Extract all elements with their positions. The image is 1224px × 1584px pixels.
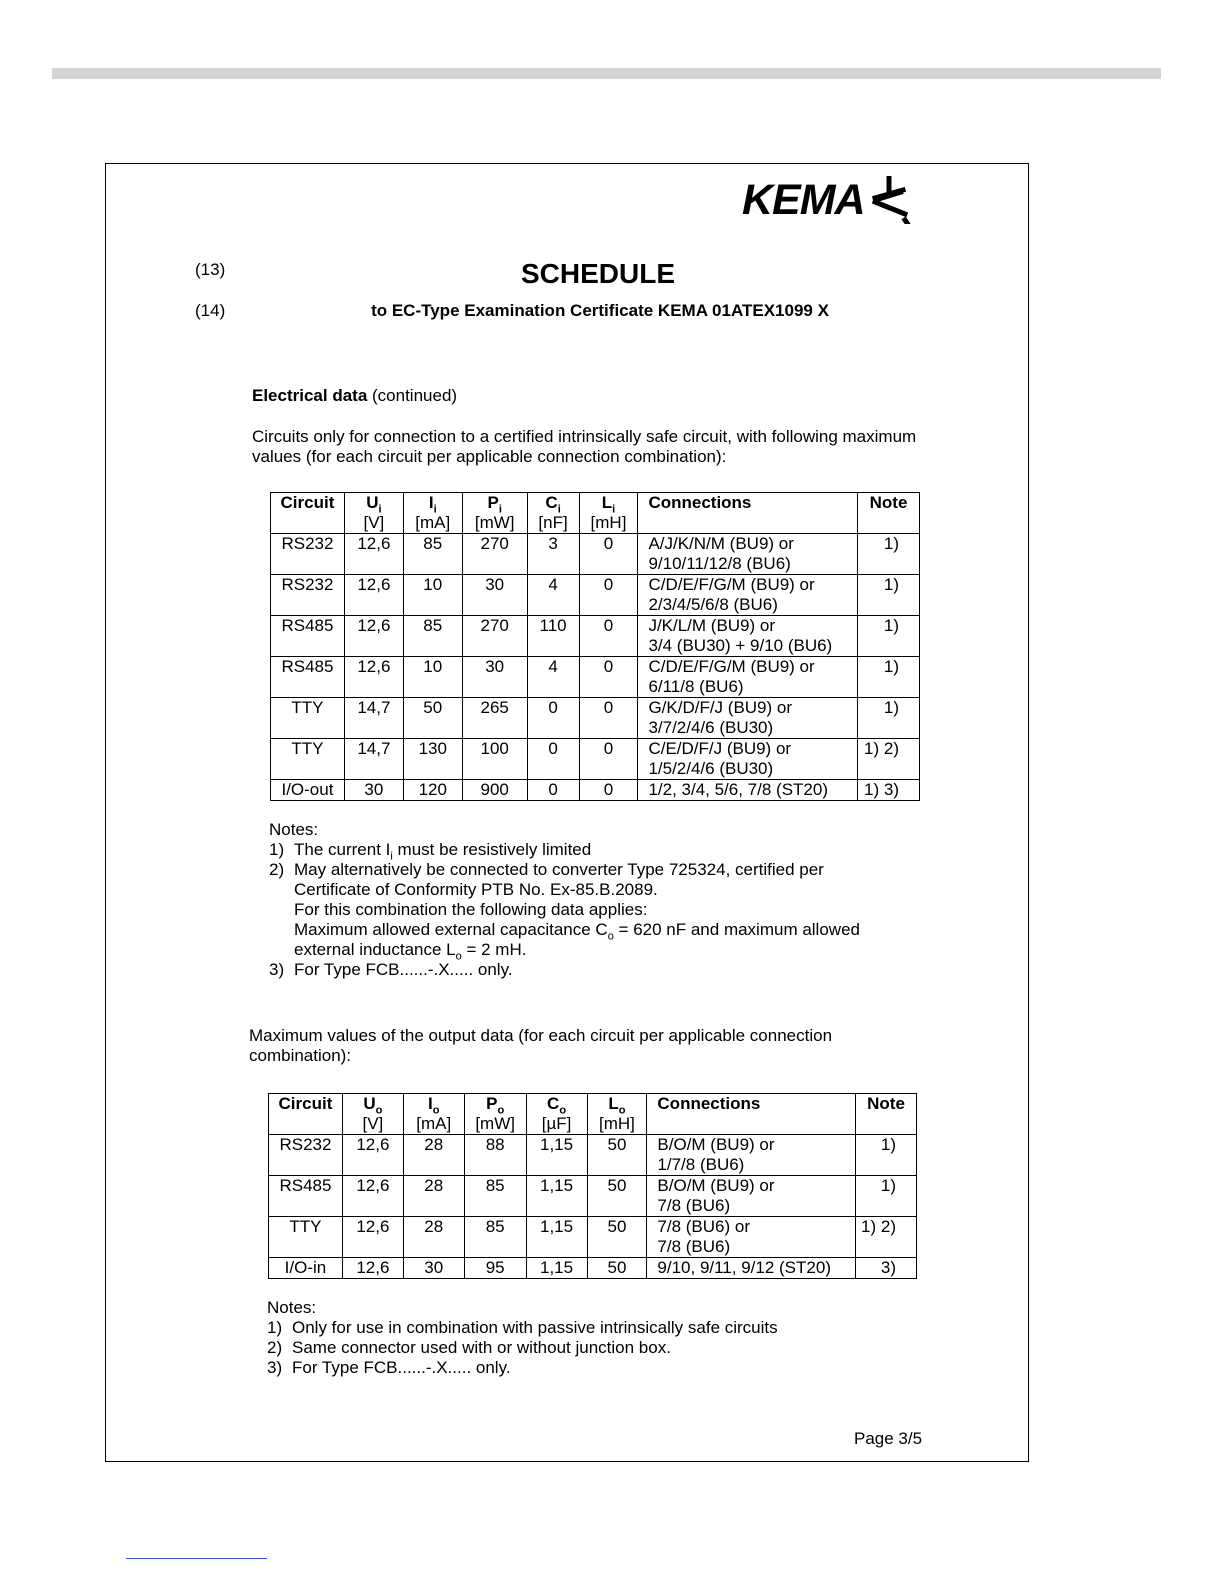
cell-c: 1,15 — [526, 1135, 587, 1176]
column-header: Circuit — [269, 1094, 343, 1135]
cell-connections: A/J/K/N/M (BU9) or 9/10/11/12/8 (BU6) — [638, 534, 858, 575]
cell-note: 1) 2) — [858, 739, 920, 780]
cell-u: 12,6 — [344, 657, 403, 698]
note-continuation: Maximum allowed external capacitance $C_o = 620$ nF and maximum allowed — [294, 920, 860, 943]
ref-14: (14) — [195, 301, 226, 320]
input-notes — [269, 820, 860, 980]
page-number: Page 3/5 — [854, 1429, 923, 1448]
note-item: 3) For Type FCB......-.X..... only. — [269, 960, 513, 979]
cell-u: 30 — [344, 780, 403, 801]
column-header: $I_i$ [mA] — [403, 493, 462, 534]
schedule-title: SCHEDULE — [520, 258, 675, 289]
cell-c: 110 — [527, 616, 579, 657]
section-heading-rest: (continued) — [367, 386, 458, 405]
table-row — [271, 698, 920, 739]
cell-c: 4 — [527, 657, 579, 698]
cell-p: 900 — [462, 780, 527, 801]
table-row — [269, 1217, 917, 1258]
cell-connections: C/D/E/F/G/M (BU9) or 6/11/8 (BU6) — [638, 657, 858, 698]
section-heading-bold: Electrical data — [252, 386, 368, 405]
cell-c: 1,15 — [526, 1258, 587, 1279]
cell-i: 28 — [403, 1135, 464, 1176]
cell-c: 1,15 — [526, 1217, 587, 1258]
cell-i: 85 — [403, 534, 462, 575]
cell-note: 1) — [858, 698, 920, 739]
cell-connections: B/O/M (BU9) or 7/8 (BU6) — [647, 1176, 856, 1217]
cell-note: 1) — [858, 575, 920, 616]
note-item: 1) Only for use in combination with passive intrinsically safe circuits — [267, 1318, 778, 1337]
cell-circuit: I/O-in — [269, 1258, 343, 1279]
cell-note: 3) — [856, 1258, 917, 1279]
footer-rule — [126, 1558, 267, 1559]
cell-p: 265 — [462, 698, 527, 739]
cell-i: 28 — [403, 1176, 464, 1217]
cell-i: 50 — [403, 698, 462, 739]
column-header: $C_o$ [µF] — [526, 1094, 587, 1135]
note-continuation: external inductance $L_o = 2$ mH. — [294, 940, 527, 963]
cell-note: 1) — [858, 616, 920, 657]
cell-l: 0 — [579, 657, 638, 698]
top-gray-bar — [52, 68, 1161, 79]
cell-circuit: I/O-out — [271, 780, 345, 801]
cell-u: 12,6 — [342, 1258, 403, 1279]
cell-connections: C/E/D/F/J (BU9) or 1/5/2/4/6 (BU30) — [638, 739, 858, 780]
cell-i: 28 — [403, 1217, 464, 1258]
column-header: $P_o$ [mW] — [464, 1094, 526, 1135]
cell-circuit: TTY — [271, 698, 345, 739]
section-heading — [252, 386, 457, 406]
cell-u: 12,6 — [342, 1217, 403, 1258]
intro-paragraph — [252, 427, 916, 467]
output-data-table — [268, 1093, 917, 1279]
column-header: Connections — [647, 1094, 856, 1135]
cell-i: 130 — [403, 739, 462, 780]
cell-note: 1) — [856, 1135, 917, 1176]
cell-c: 1,15 — [526, 1176, 587, 1217]
input-data-table — [270, 492, 920, 801]
cell-u: 14,7 — [344, 739, 403, 780]
column-header: Note — [856, 1094, 917, 1135]
column-header: $L_i$ [mH] — [579, 493, 638, 534]
cell-p: 95 — [464, 1258, 526, 1279]
cell-l: 0 — [579, 780, 638, 801]
cell-i: 120 — [403, 780, 462, 801]
kema-logo — [742, 175, 913, 225]
cell-c: 3 — [527, 534, 579, 575]
cell-connections: G/K/D/F/J (BU9) or 3/7/2/4/6 (BU30) — [638, 698, 858, 739]
cell-l: 50 — [587, 1217, 647, 1258]
cell-note: 1) — [858, 534, 920, 575]
cell-l: 0 — [579, 698, 638, 739]
cell-connections: 9/10, 9/11, 9/12 (ST20) — [647, 1258, 856, 1279]
cell-p: 85 — [464, 1217, 526, 1258]
table-row — [271, 780, 920, 801]
cell-circuit: RS485 — [269, 1176, 343, 1217]
column-header: Note — [858, 493, 920, 534]
column-header: $L_o$ [mH] — [587, 1094, 647, 1135]
table-row — [271, 616, 920, 657]
cell-circuit: RS232 — [269, 1135, 343, 1176]
table-row — [269, 1176, 917, 1217]
output-intro-line-1: Maximum values of the output data (for each circuit per applicable connection — [249, 1026, 833, 1045]
column-header: $U_i$ [V] — [344, 493, 403, 534]
cell-connections: J/K/L/M (BU9) or 3/4 (BU30) + 9/10 (BU6) — [638, 616, 858, 657]
table-row — [269, 1258, 917, 1279]
cell-circuit: RS232 — [271, 534, 345, 575]
cell-u: 12,6 — [344, 616, 403, 657]
cell-p: 30 — [462, 575, 527, 616]
cell-u: 12,6 — [344, 575, 403, 616]
intro-line-2: values (for each circuit per applicable connection combination): — [252, 447, 727, 466]
ref-13: (13) — [195, 260, 226, 279]
cell-l: 50 — [587, 1258, 647, 1279]
cell-connections: C/D/E/F/G/M (BU9) or 2/3/4/5/6/8 (BU6) — [638, 575, 858, 616]
notes-heading: Notes: — [269, 820, 319, 839]
note-continuation: Certificate of Conformity PTB No. Ex-85.B.2089. — [294, 880, 658, 899]
cell-connections: 1/2, 3/4, 5/6, 7/8 (ST20) — [638, 780, 858, 801]
cell-connections: 7/8 (BU6) or 7/8 (BU6) — [647, 1217, 856, 1258]
cell-circuit: RS485 — [271, 657, 345, 698]
note-item: 1) The current $I_i$ must be resistively limited — [269, 840, 592, 863]
note-item: 2) May alternatively be connected to converter Type 725324, certified per — [269, 860, 824, 879]
notes-heading: Notes: — [267, 1298, 317, 1317]
cell-circuit: TTY — [271, 739, 345, 780]
cell-p: 270 — [462, 534, 527, 575]
cell-c: 0 — [527, 698, 579, 739]
table-header-row — [269, 1094, 917, 1135]
cell-u: 14,7 — [344, 698, 403, 739]
cell-note: 1) 2) — [856, 1217, 917, 1258]
cell-p: 100 — [462, 739, 527, 780]
cell-u: 12,6 — [342, 1135, 403, 1176]
table-row — [271, 534, 920, 575]
table-row — [271, 657, 920, 698]
column-header: Connections — [638, 493, 858, 534]
output-intro — [249, 1026, 832, 1066]
cell-l: 50 — [587, 1135, 647, 1176]
column-header: $U_o$ [V] — [342, 1094, 403, 1135]
note-item: 3) For Type FCB......-.X..... only. — [267, 1358, 511, 1377]
cell-circuit: RS232 — [271, 575, 345, 616]
output-notes — [267, 1298, 778, 1378]
logo-text: KEMA — [742, 175, 865, 224]
cell-l: 0 — [579, 739, 638, 780]
table-row — [271, 739, 920, 780]
cell-i: 10 — [403, 657, 462, 698]
cell-p: 88 — [464, 1135, 526, 1176]
cell-c: 0 — [527, 739, 579, 780]
cell-l: 0 — [579, 616, 638, 657]
cell-l: 0 — [579, 534, 638, 575]
cell-i: 10 — [403, 575, 462, 616]
cell-l: 50 — [587, 1176, 647, 1217]
cell-note: 1) 3) — [858, 780, 920, 801]
cell-c: 4 — [527, 575, 579, 616]
cell-note: 1) — [858, 657, 920, 698]
cell-u: 12,6 — [344, 534, 403, 575]
cell-l: 0 — [579, 575, 638, 616]
cell-i: 85 — [403, 616, 462, 657]
kema-lightning-icon — [869, 176, 913, 224]
note-continuation: For this combination the following data applies: — [294, 900, 648, 919]
cell-i: 30 — [403, 1258, 464, 1279]
column-header: $P_i$ [mW] — [462, 493, 527, 534]
column-header: Circuit — [271, 493, 345, 534]
table-header-row — [271, 493, 920, 534]
cell-p: 270 — [462, 616, 527, 657]
column-header: $C_i$ [nF] — [527, 493, 579, 534]
note-item: 2) Same connector used with or without junction box. — [267, 1338, 671, 1357]
intro-line-1: Circuits only for connection to a certified intrinsically safe circuit, with following maximum — [252, 427, 917, 446]
cell-c: 0 — [527, 780, 579, 801]
cell-circuit: RS485 — [271, 616, 345, 657]
cell-circuit: TTY — [269, 1217, 343, 1258]
cell-note: 1) — [856, 1176, 917, 1217]
cell-connections: B/O/M (BU9) or 1/7/8 (BU6) — [647, 1135, 856, 1176]
table-row — [271, 575, 920, 616]
table-row — [269, 1135, 917, 1176]
cell-u: 12,6 — [342, 1176, 403, 1217]
column-header: $I_o$ [mA] — [403, 1094, 464, 1135]
output-intro-line-2: combination): — [249, 1046, 352, 1065]
cell-p: 85 — [464, 1176, 526, 1217]
certificate-subtitle: to EC-Type Examination Certificate KEMA 01ATEX1099 X — [371, 301, 829, 320]
cell-p: 30 — [462, 657, 527, 698]
